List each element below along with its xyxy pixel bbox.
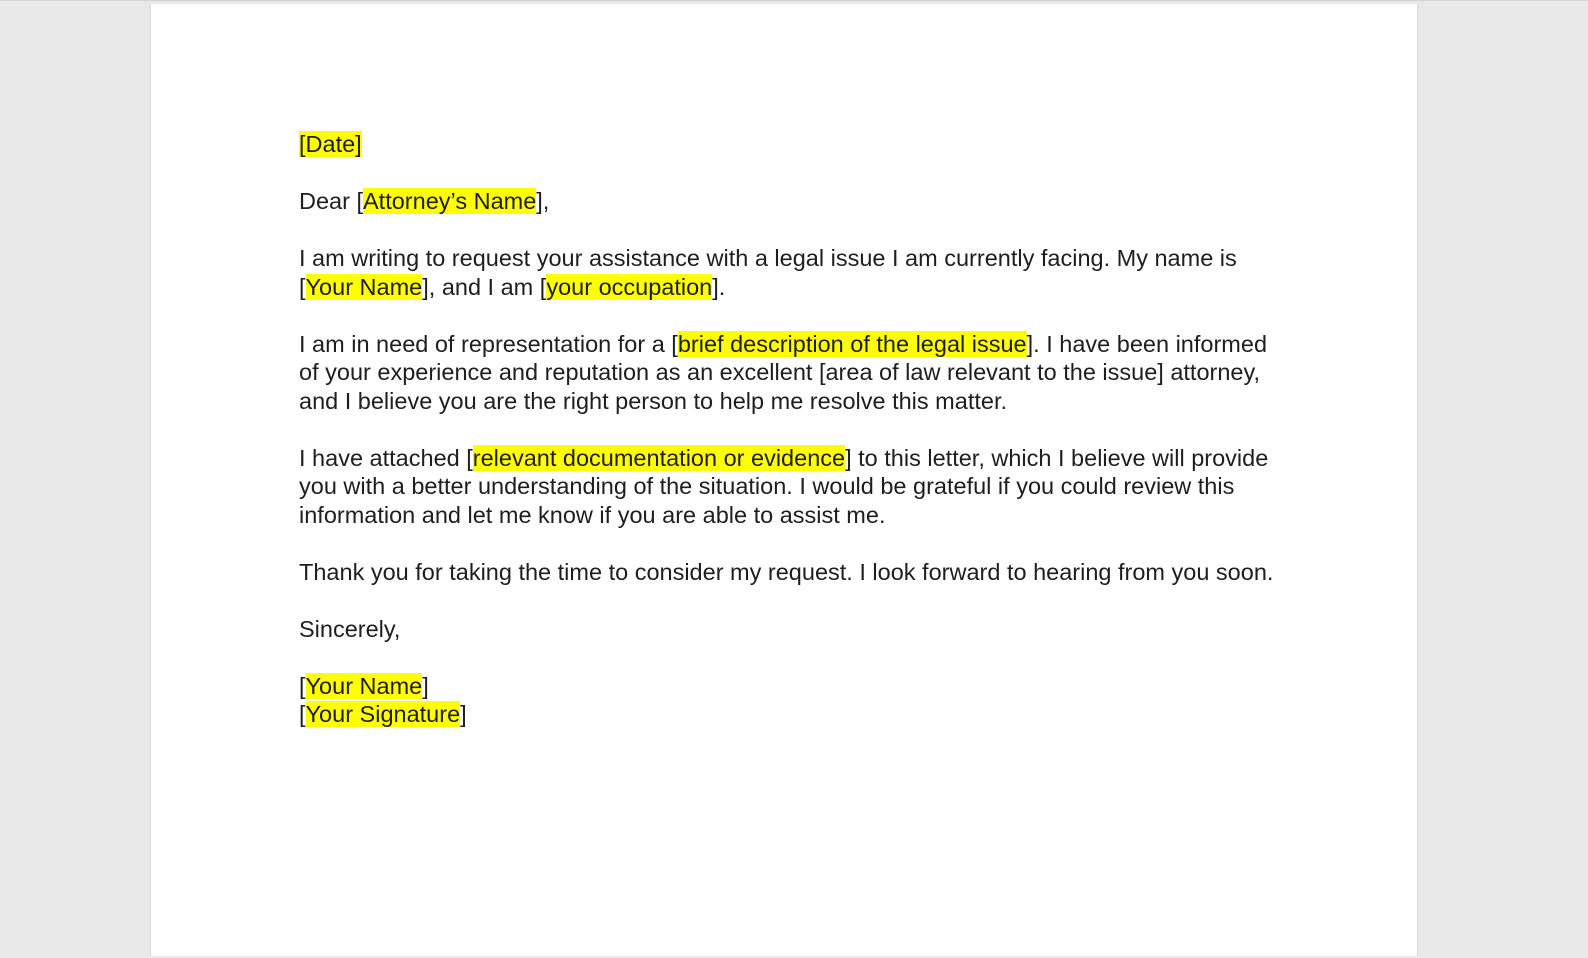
para1-text-b: ], and I am [ bbox=[422, 273, 547, 300]
date-placeholder: [Date] bbox=[299, 131, 362, 157]
attorney-name-placeholder: Attorney’s Name bbox=[363, 188, 537, 214]
para2-text-a: I am in need of representation for a [ bbox=[299, 330, 678, 357]
letter-salutation bbox=[299, 187, 1279, 216]
signature-open: [ bbox=[299, 701, 306, 727]
para2-text-b: ]. I have been informed of your experience and reputation as an excellent [area of law relevant to the issue] attorney, and I believe you are the right person to help me resolve this matter. bbox=[299, 330, 1268, 414]
signature-close: ] bbox=[460, 701, 467, 727]
your-name-placeholder: Your Name bbox=[305, 273, 423, 300]
letter-paragraph-attachments bbox=[299, 444, 1279, 530]
signature-line bbox=[299, 700, 1279, 729]
letter-body bbox=[299, 130, 1279, 729]
signature-name-line bbox=[299, 672, 1279, 701]
salutation-prefix: Dear [ bbox=[299, 188, 363, 214]
occupation-placeholder: your occupation bbox=[546, 273, 713, 300]
document-page[interactable] bbox=[150, 4, 1418, 956]
signature-placeholder: Your Signature bbox=[305, 701, 461, 727]
para3-text-a: I have attached [ bbox=[299, 444, 473, 471]
legal-issue-placeholder: brief description of the legal issue bbox=[677, 330, 1027, 357]
documentation-placeholder: relevant documentation or evidence bbox=[472, 444, 846, 471]
letter-paragraph-representation bbox=[299, 330, 1279, 416]
letter-closing: Sincerely, bbox=[299, 615, 401, 642]
para1-text-c: ]. bbox=[712, 273, 726, 300]
letter-paragraph-intro bbox=[299, 244, 1279, 301]
letter-date bbox=[299, 130, 1279, 159]
letter-paragraph-thanks: Thank you for taking the time to consider my request. I look forward to hearing from you soon. bbox=[299, 558, 1274, 585]
para3-text-b: ] to this letter, which I believe will provide you with a better understanding of the situation. I would be grateful if you could review this information and let me know if you are able to assist me. bbox=[299, 444, 1269, 528]
signature-name-placeholder: Your Name bbox=[305, 672, 423, 699]
signature-name-open: [ bbox=[299, 672, 306, 699]
para1-text-a: I am writing to request your assistance with a legal issue I am currently facing. My name is [ bbox=[299, 245, 1237, 300]
signature-name-close: ] bbox=[422, 672, 429, 699]
salutation-suffix: ], bbox=[536, 188, 550, 214]
